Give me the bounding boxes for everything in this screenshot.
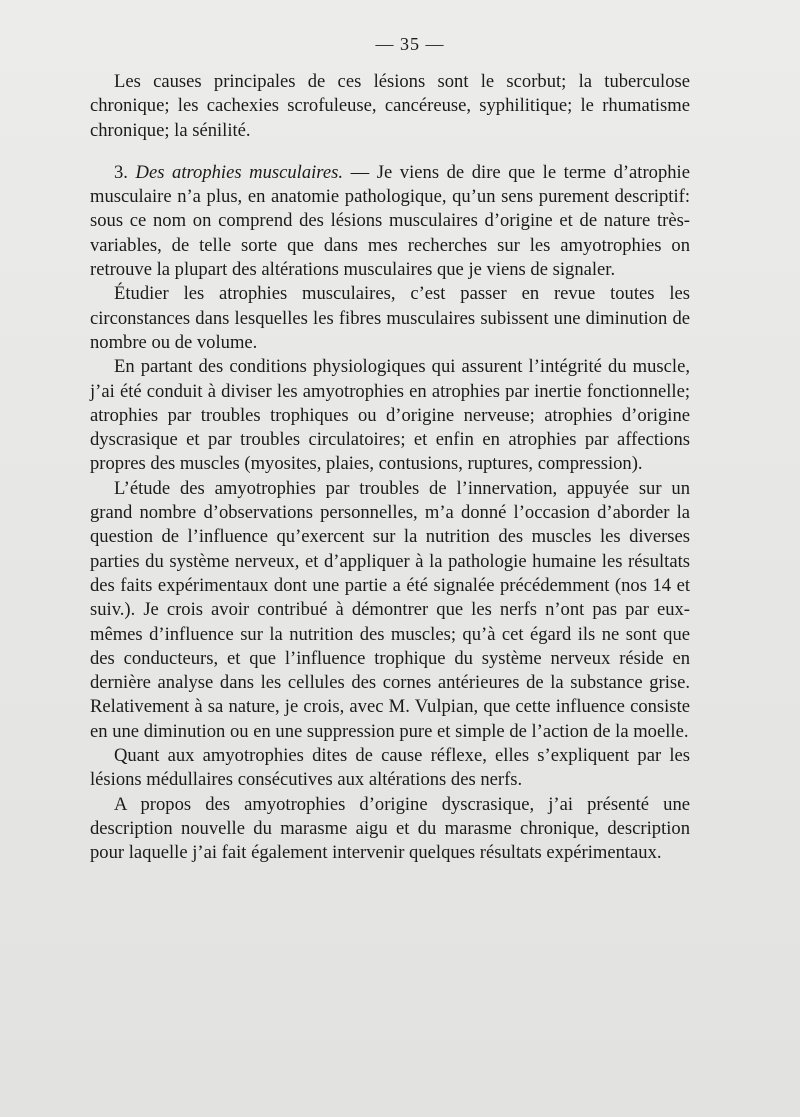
paragraph-etudier: Étudier les atrophies musculaires, c’est passer en revue toutes les circonstances dans lesquelles les fibres musculaires subissent une diminution de nombre ou de volume.	[90, 283, 690, 353]
paragraph-innervation: L’étude des amyotrophies par troubles de l’innervation, appuyée sur un grand nombre d’observations personnelles, m’a donné l’occasion d’aborder la question de l’influence qu’exercent sur la nutrition des muscles les diverses parties du système nerveux, et d’appliquer à la pathologie humaine les résultats des faits expérimentaux dont une partie a été signalée précédemment (nos 14 et suiv.). Je crois avoir contribué à démontrer que les nerfs n’ont pas par eux-mêmes d’influence sur la nutrition des muscles; qu’à cet égard ils ne sont que des conducteurs, et que l’influence trophique du système nerveux réside en dernière analyse dans les cellules des cornes antérieures de la substance grise. Relativement à sa nature, je crois, avec M. Vulpian, que cette influence consiste en une diminution ou en une suppression pure et simple de l’action de la moelle.	[90, 477, 690, 742]
section-number: 3.	[114, 161, 128, 183]
page-number: — 35 —	[375, 34, 445, 54]
paragraph-conditions: En partant des conditions physiologiques qui assurent l’intégrité du muscle, j’ai été conduit à diviser les amyotrophies en atrophies par inertie fonctionnelle; atrophies par troubles trophiques ou d’origine nerveuse; atrophies d’origine dyscrasique et par troubles circulatoires; et enfin en atrophies par affections propres des muscles (myosites, plaies, contusions, ruptures, compression).	[90, 356, 690, 475]
section-title: Des atrophies musculaires.	[135, 161, 343, 183]
section-text: — Je viens de dire que le terme d’atrophie musculaire n’a plus, en anatomie pathologique, qu’un sens purement descriptif: sous ce nom on comprend des lésions musculaires d’origine et de nature très-variables, de telle sorte que dans mes recherches sur les amyotrophies on retrouve la plupart des altérations musculaires que je viens de signaler.	[90, 161, 690, 281]
paragraph-reflexe: Quant aux amyotrophies dites de cause réflexe, elles s’expliquent par les lésions médullaires consécutives aux altérations des nerfs.	[90, 745, 690, 791]
body-text	[90, 70, 690, 866]
paragraph-section-3	[90, 161, 690, 282]
paragraph-causes: Les causes principales de ces lésions sont le scorbut; la tuberculose chronique; les cachexies scrofuleuse, cancéreuse, syphilitique; le rhumatisme chronique; la sénilité.	[90, 71, 690, 141]
paragraph-dyscrasique: A propos des amyotrophies d’origine dyscrasique, j’ai présenté une description nouvelle du marasme aigu et du marasme chronique, description pour laquelle j’ai fait également intervenir quelques résultats expérimentaux.	[90, 793, 690, 864]
